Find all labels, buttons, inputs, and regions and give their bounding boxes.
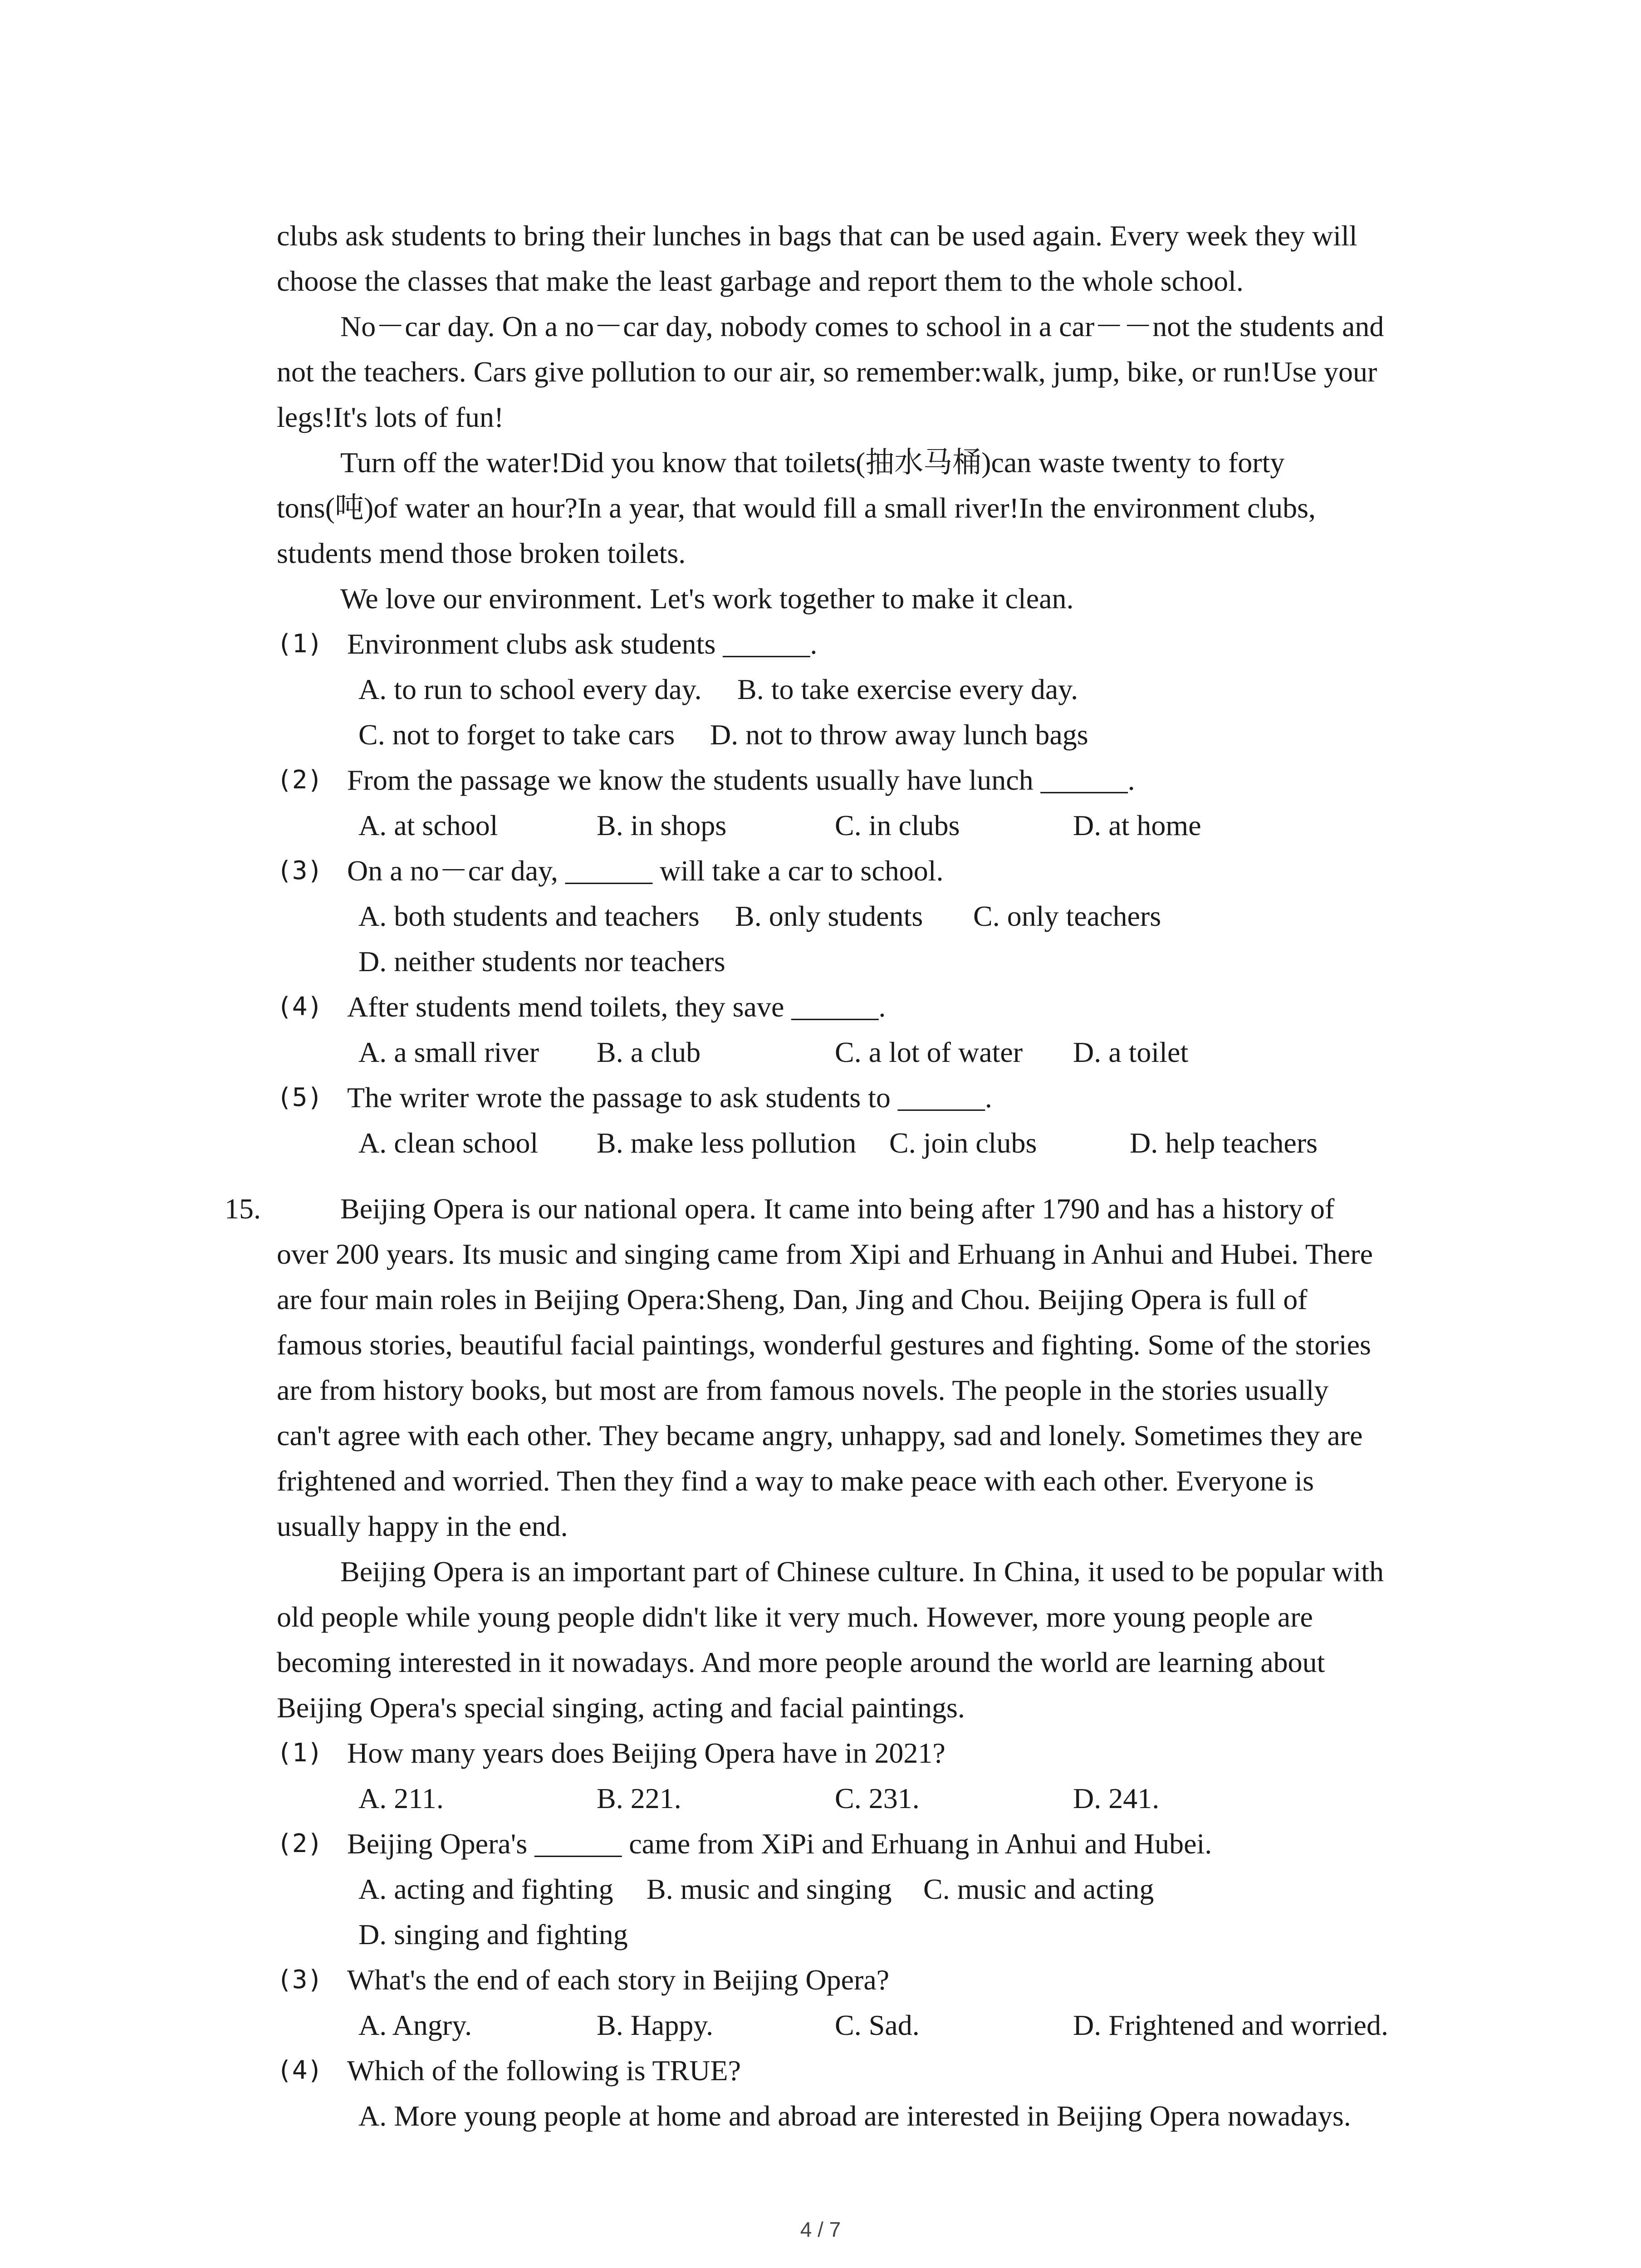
option-d: D. singing and fighting bbox=[358, 1918, 628, 1950]
question-number: (2) bbox=[277, 1829, 323, 1858]
passage-line: Beijing Opera is our national opera. It came into being after 1790 and has a history of bbox=[340, 1193, 1335, 1225]
option-b: B. Happy. bbox=[597, 2009, 714, 2041]
passage-line: students mend those broken toilets. bbox=[277, 537, 686, 569]
question-number: (2) bbox=[277, 765, 323, 795]
passage-line: becoming interested in it nowadays. And more people around the world are learning about bbox=[277, 1646, 1325, 1678]
passage-line: choose the classes that make the least garbage and report them to the whole school. bbox=[277, 265, 1244, 297]
option-b: B. 221. bbox=[597, 1782, 681, 1814]
option-d: D. Frightened and worried. bbox=[1073, 2009, 1388, 2041]
passage-line: Beijing Opera is an important part of Chinese culture. In China, it used to be popular with bbox=[340, 1555, 1384, 1588]
passage-line: over 200 years. Its music and singing came from Xipi and Erhuang in Anhui and Hubei. There bbox=[277, 1238, 1373, 1270]
question-stem: Environment clubs ask students ______. bbox=[347, 628, 818, 660]
question-stem: The writer wrote the passage to ask students to ______. bbox=[347, 1081, 992, 1114]
option-d: D. neither students nor teachers bbox=[358, 945, 725, 978]
question-number: (3) bbox=[277, 856, 323, 885]
option-c: C. a lot of water bbox=[835, 1036, 1023, 1068]
option-d: D. help teachers bbox=[1130, 1127, 1318, 1159]
option-a: A. both students and teachers bbox=[358, 900, 700, 932]
option-a: A. clean school bbox=[358, 1127, 539, 1159]
option-a: A. a small river bbox=[358, 1036, 539, 1068]
passage-line: Turn off the water!Did you know that toilets(抽水马桶)can waste twenty to forty bbox=[340, 446, 1285, 479]
option-c: C. in clubs bbox=[835, 809, 960, 841]
option-c: C. Sad. bbox=[835, 2009, 920, 2041]
question-stem: After students mend toilets, they save ______. bbox=[347, 991, 886, 1023]
option-c: C. 231. bbox=[835, 1782, 920, 1814]
option-a: A. to run to school every day. bbox=[358, 673, 702, 705]
passage-line: are from history books, but most are from famous novels. The people in the stories usually bbox=[277, 1374, 1329, 1406]
option-d: D. 241. bbox=[1073, 1782, 1160, 1814]
option-b: B. only students bbox=[735, 900, 923, 932]
question-stem: What's the end of each story in Beijing Opera? bbox=[347, 1964, 890, 1996]
passage-line: old people while young people didn't like it very much. However, more young people are bbox=[277, 1601, 1313, 1633]
passage-line: can't agree with each other. They became angry, unhappy, sad and lonely. Sometimes they are bbox=[277, 1419, 1363, 1452]
passage-line: No－car day. On a no－car day, nobody comes to school in a car－－not the students and bbox=[340, 310, 1384, 342]
passage-line: Beijing Opera's special singing, acting and facial paintings. bbox=[277, 1691, 965, 1724]
question-group-number: 15. bbox=[225, 1193, 261, 1225]
question-number: (1) bbox=[277, 629, 323, 659]
page-number: 4 / 7 bbox=[800, 2218, 841, 2241]
option-a: A. Angry. bbox=[358, 2009, 472, 2041]
question-number: (4) bbox=[277, 992, 323, 1022]
option-c: C. only teachers bbox=[973, 900, 1161, 932]
option-c: C. music and acting bbox=[923, 1873, 1154, 1905]
passage-line: frightened and worried. Then they find a way to make peace with each other. Everyone is bbox=[277, 1465, 1314, 1497]
option-b: B. a club bbox=[597, 1036, 701, 1068]
option-d: D. at home bbox=[1073, 809, 1201, 841]
passage-line: clubs ask students to bring their lunches in bags that can be used again. Every week they will bbox=[277, 220, 1357, 252]
passage-line: usually happy in the end. bbox=[277, 1510, 568, 1542]
option-b: B. make less pollution bbox=[597, 1127, 857, 1159]
option-a: A. More young people at home and abroad are interested in Beijing Opera nowadays. bbox=[358, 2100, 1351, 2132]
question-stem: How many years does Beijing Opera have in 2021? bbox=[347, 1737, 945, 1769]
option-b: B. to take exercise every day. bbox=[737, 673, 1078, 705]
question-stem: Which of the following is TRUE? bbox=[347, 2054, 741, 2087]
passage-line: tons(吨)of water an hour?In a year, that would fill a small river!In the environment clubs, bbox=[277, 492, 1316, 524]
question-stem: Beijing Opera's ______ came from XiPi and Erhuang in Anhui and Hubei. bbox=[347, 1828, 1212, 1860]
option-b: B. music and singing bbox=[647, 1873, 892, 1905]
question-stem: From the passage we know the students usually have lunch ______. bbox=[347, 764, 1135, 796]
question-number: (4) bbox=[277, 2056, 323, 2085]
passage-line: We love our environment. Let's work together to make it clean. bbox=[340, 582, 1074, 615]
option-d: D. not to throw away lunch bags bbox=[710, 719, 1088, 751]
passage-line: are four main roles in Beijing Opera:Sheng, Dan, Jing and Chou. Beijing Opera is full of bbox=[277, 1283, 1308, 1315]
option-c: C. join clubs bbox=[889, 1127, 1037, 1159]
option-d: D. a toilet bbox=[1073, 1036, 1189, 1068]
option-a: A. 211. bbox=[358, 1782, 444, 1814]
passage-line: legs!It's lots of fun! bbox=[277, 401, 504, 433]
option-a: A. acting and fighting bbox=[358, 1873, 613, 1905]
option-b: B. in shops bbox=[597, 809, 727, 841]
option-a: A. at school bbox=[358, 809, 498, 841]
question-number: (1) bbox=[277, 1738, 323, 1768]
passage-line: famous stories, beautiful facial paintings, wonderful gestures and fighting. Some of the stories bbox=[277, 1329, 1371, 1361]
option-c: C. not to forget to take cars bbox=[358, 719, 675, 751]
question-number: (5) bbox=[277, 1083, 323, 1112]
question-number: (3) bbox=[277, 1965, 323, 1994]
question-stem: On a no－car day, ______ will take a car to school. bbox=[347, 855, 944, 887]
passage-line: not the teachers. Cars give pollution to our air, so remember:walk, jump, bike, or run!Use your bbox=[277, 356, 1377, 388]
